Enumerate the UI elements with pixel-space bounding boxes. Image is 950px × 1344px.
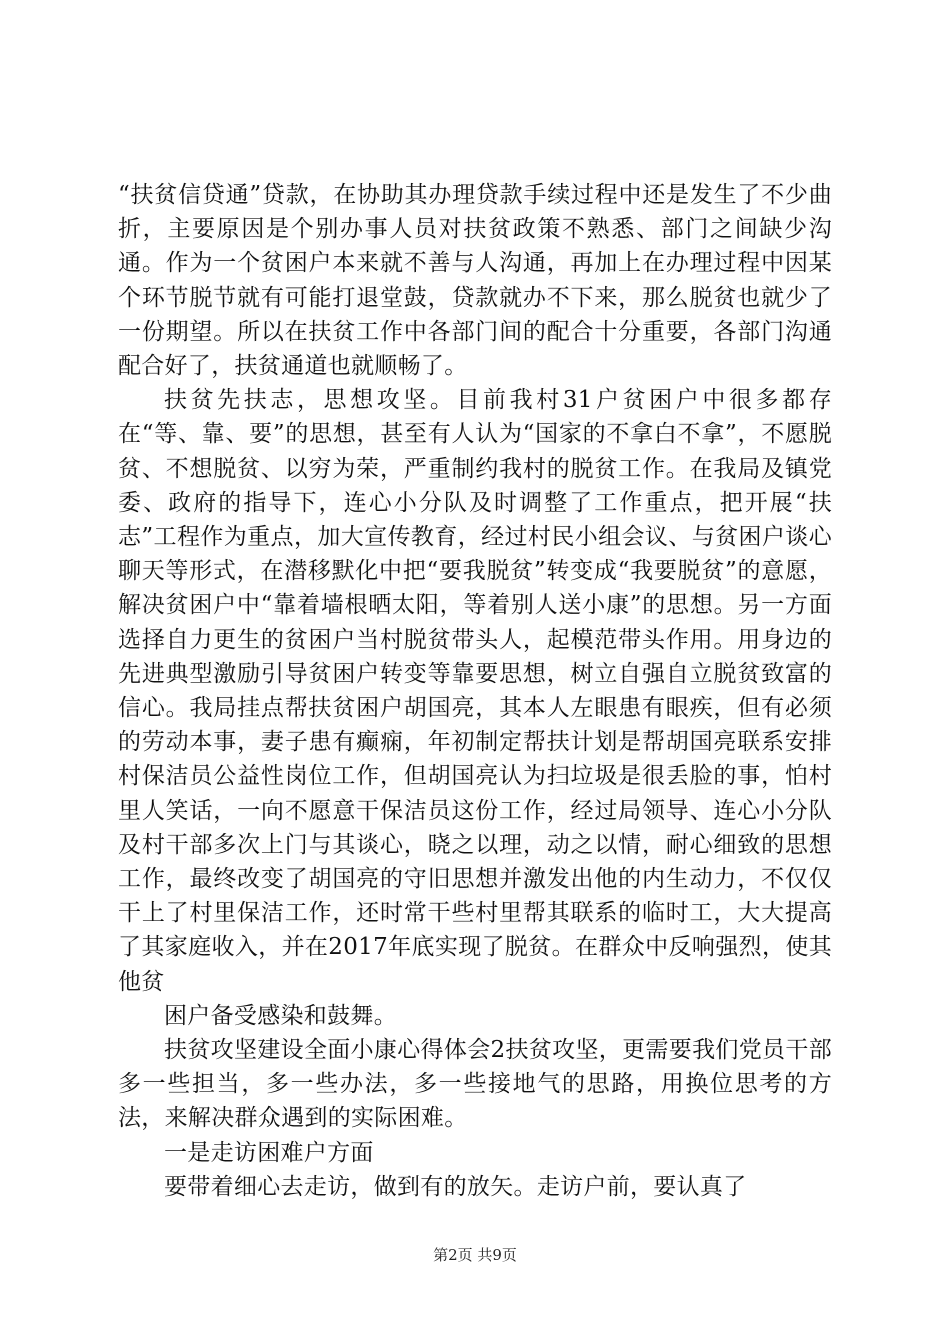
section-heading-visiting: 一是走访困难户方面 [164,1139,374,1166]
paragraph-aspiration-poverty-alleviation: 扶贫先扶志，思想攻坚。目前我村31户贫困户中很多都存在“等、靠、要”的思想，甚至有人认为“国家的不拿白不拿”，不愿脱贫、不想脱贫、以穷为荣，严重制约我村的脱贫工作。在我局及镇党委、政府的指导下，连心小分队及时调整了工作重点，把开展“扶志”工程作为重点，加大宣传教育，经过村民小组会议、与贫困户谈心聊天等形式，在潜移默化中把“要我脱贫”转变成“我要脱贫”的意愿，解决贫困户中“靠着墙根晒太阳，等着别人送小康”的思想。另一方面选择自力更生的贫困户当村脱贫带头人，起模范带头作用。用身边的先进典型激励引导贫困户转变等靠要思想，树立自强自立脱贫致富的信心。我局挂点帮扶贫困户胡国亮，其本人左眼患有眼疾，但有必须的劳动本事，妻子患有癫痫，年初制定帮扶计划是帮胡国亮联系安排村保洁员公益性岗位工作，但胡国亮认为扫垃圾是很丢脸的事，怕村里人笑话，一向不愿意干保洁员这份工作，经过局领导、连心小分队及村干部多次上门与其谈心，晓之以理，动之以情，耐心细致的思想工作，最终改变了胡国亮的守旧思想并激发出他的内生动力，不仅仅干上了村里保洁工作，还时常干些村里帮其联系的临时工，大大提高了其家庭收入，并在2017年底实现了脱贫。在群众中反响强烈，使其他贫 [118,387,832,995]
page-number: 第2页 共9页 [433,1246,517,1264]
paragraph-continuation: 困户备受感染和鼓舞。 [164,1002,397,1029]
paragraph-loan-cooperation: “扶贫信贷通”贷款，在协助其办理贷款手续过程中还是发生了不少曲折，主要原因是个别办事人员对扶贫政策不熟悉、部门之间缺少沟通。作为一个贫困户本来就不善与人沟通，再加上在办理过程中因某个环节脱节就有可能打退堂鼓，贷款就办不下来，那么脱贫也就少了一份期望。所以在扶贫工作中各部门间的配合十分重要，各部门沟通配合好了，扶贫通道也就顺畅了。 [118,182,832,380]
document-body [118,178,832,1204]
paragraph-visiting: 要带着细心去走访，做到有的放矢。走访户前，要认真了 [164,1173,747,1200]
paragraph-experience-2: 扶贫攻坚建设全面小康心得体会2扶贫攻坚，更需要我们党员干部多一些担当，多一些办法，多一些接地气的思路，用换位思考的方法，来解决群众遇到的实际困难。 [118,1037,832,1132]
page-footer [0,1245,950,1265]
